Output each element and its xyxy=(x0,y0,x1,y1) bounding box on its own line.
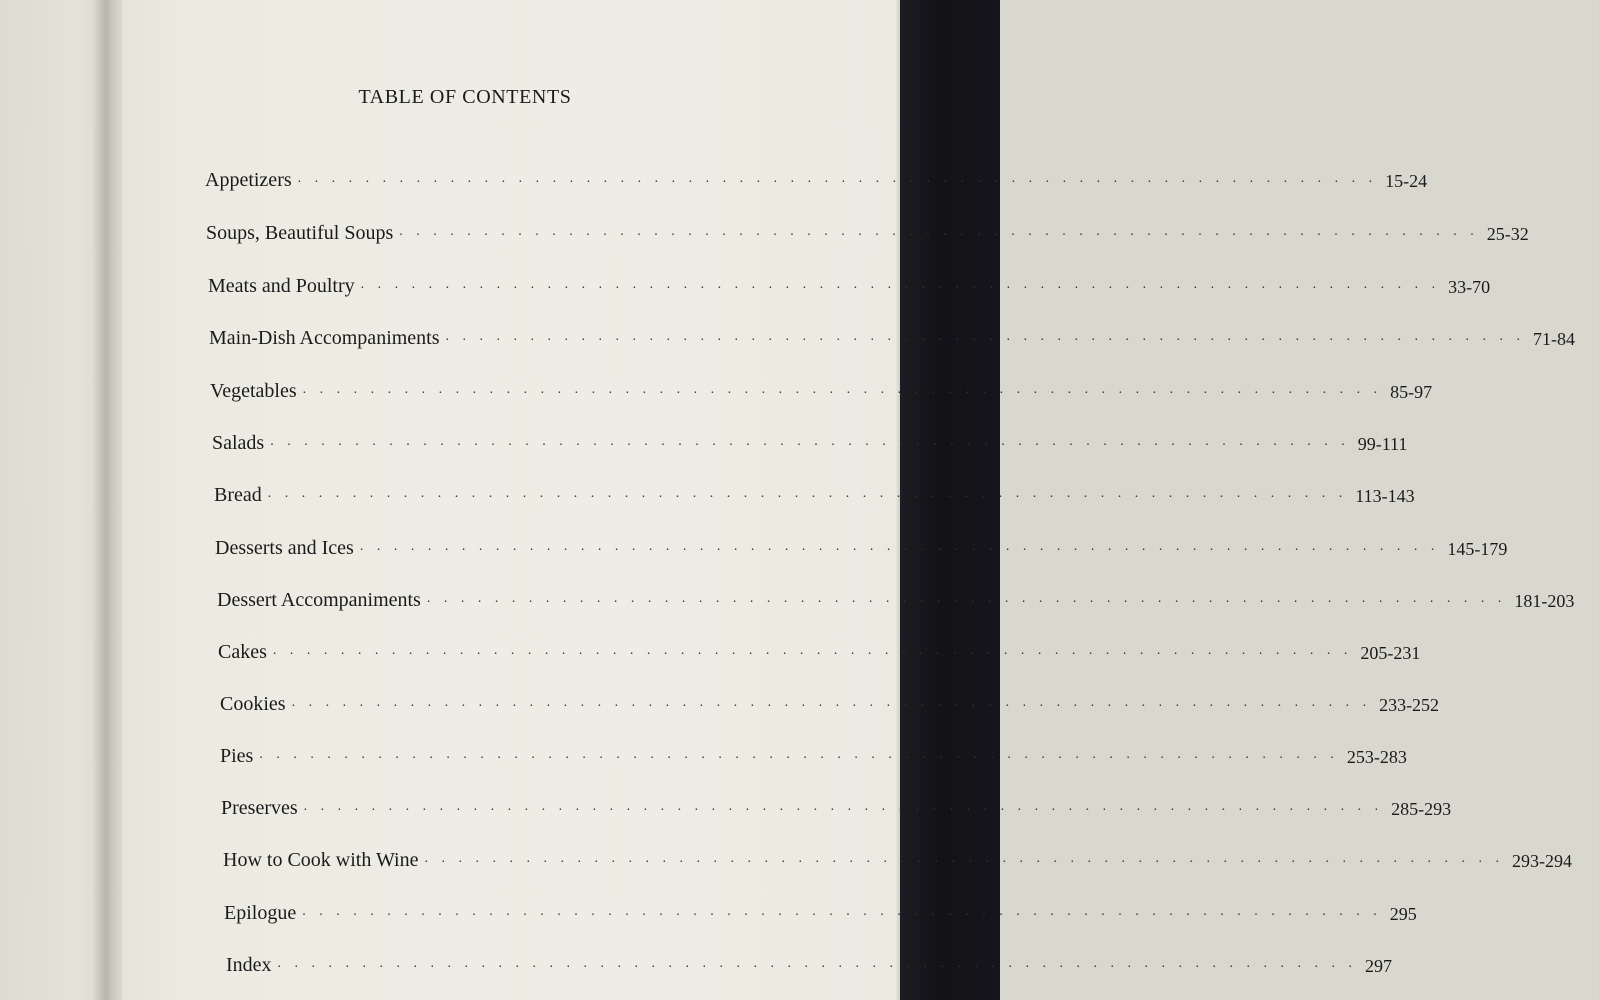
dot-leader: . . . . . . . . . . . . . . . . . . . . . . . . . . . . . . . . . . . . . . . . . . . . . . . . . . . . . . . . . . . . . . . . xyxy=(303,799,1384,814)
dot-leader: . . . . . . . . . . . . . . . . . . . . . . . . . . . . . . . . . . . . . . . . . . . . . . . . . . . . . . . . . . . . . . . . xyxy=(445,329,1526,344)
toc-entry-pages: 15-24 xyxy=(1385,171,1428,191)
toc-entry-pages: 205-231 xyxy=(1360,643,1421,663)
toc-entry-label: Dessert Accompaniments xyxy=(217,589,421,611)
toc-entry-label: Bread xyxy=(214,484,262,506)
dot-leader: . . . . . . . . . . . . . . . . . . . . . . . . . . . . . . . . . . . . . . . . . . . . . . . . . . . . . . . . . . . . . . . . xyxy=(399,224,1479,239)
toc-entry-pages: 33-70 xyxy=(1448,277,1491,297)
toc-entry xyxy=(224,897,1417,925)
toc-entry-pages: 293-294 xyxy=(1512,851,1572,871)
toc-entry-label: Preserves xyxy=(221,797,298,819)
toc-entry xyxy=(223,844,1572,872)
dot-leader: . . . . . . . . . . . . . . . . . . . . . . . . . . . . . . . . . . . . . . . . . . . . . . . . . . . . . . . . . . . . . . . . xyxy=(297,171,1378,186)
dot-leader: . . . . . . . . . . . . . . . . . . . . . . . . . . . . . . . . . . . . . . . . . . . . . . . . . . . . . . . . . . . . . . . . xyxy=(426,591,1507,606)
toc-entry-pages: 297 xyxy=(1365,956,1393,976)
toc-entry-label: Salads xyxy=(212,432,265,454)
toc-entry xyxy=(220,688,1440,716)
toc-entry xyxy=(206,217,1529,245)
page-title: TABLE OF CONTENTS xyxy=(358,86,572,108)
toc-entry xyxy=(215,532,1508,560)
toc-entry xyxy=(217,584,1575,612)
toc-entry xyxy=(212,427,1408,455)
dot-leader: . . . . . . . . . . . . . . . . . . . . . . . . . . . . . . . . . . . . . . . . . . . . . . . . . . . . . . . . . . . . . . . . xyxy=(272,643,1353,658)
toc-entry-label: How to Cook with Wine xyxy=(223,849,419,871)
toc-entry-pages: 25-32 xyxy=(1486,224,1529,244)
toc-entry-pages: 285-293 xyxy=(1391,799,1452,819)
toc-entry xyxy=(214,479,1415,507)
toc-entry-label: Epilogue xyxy=(224,902,297,924)
dot-leader: . . . . . . . . . . . . . . . . . . . . . . . . . . . . . . . . . . . . . . . . . . . . . . . . . . . . . . . . . . . . . . . . xyxy=(424,851,1504,866)
toc-entry-label: Pies xyxy=(220,745,254,767)
toc-entry-label: Meats and Poultry xyxy=(208,275,355,297)
dot-leader: . . . . . . . . . . . . . . . . . . . . . . . . . . . . . . . . . . . . . . . . . . . . . . . . . . . . . . . . . . . . . . . . xyxy=(302,904,1382,919)
toc-entry-pages: 85-97 xyxy=(1390,382,1433,402)
toc-entry-label: Soups, Beautiful Soups xyxy=(206,222,394,244)
toc-entry-pages: 253-283 xyxy=(1346,747,1407,767)
dot-leader: . . . . . . . . . . . . . . . . . . . . . . . . . . . . . . . . . . . . . . . . . . . . . . . . . . . . . . . . . . . . . . . . xyxy=(267,486,1348,501)
dot-leader: . . . . . . . . . . . . . . . . . . . . . . . . . . . . . . . . . . . . . . . . . . . . . . . . . . . . . . . . . . . . . . . . xyxy=(359,539,1440,554)
toc-entry-label: Index xyxy=(226,954,272,976)
toc-entry xyxy=(209,322,1576,350)
toc-entry xyxy=(210,375,1433,403)
toc-entry-label: Main-Dish Accompaniments xyxy=(209,327,440,349)
toc-entry-pages: 145-179 xyxy=(1447,539,1508,559)
dot-leader: . . . . . . . . . . . . . . . . . . . . . . . . . . . . . . . . . . . . . . . . . . . . . . . . . . . . . . . . . . . . . . . . xyxy=(302,382,1383,397)
toc-entry xyxy=(226,949,1393,977)
toc-entry xyxy=(218,636,1421,664)
toc-entry xyxy=(205,164,1428,192)
dot-leader: . . . . . . . . . . . . . . . . . . . . . . . . . . . . . . . . . . . . . . . . . . . . . . . . . . . . . . . . . . . . . . . . xyxy=(259,747,1339,762)
toc-entry-pages: 99-111 xyxy=(1357,434,1408,454)
toc-entry-pages: 113-143 xyxy=(1355,486,1415,506)
toc-entry xyxy=(220,740,1407,768)
toc-entry-pages: 295 xyxy=(1389,904,1417,924)
toc-entry-label: Cakes xyxy=(218,641,267,663)
toc-entry xyxy=(221,792,1452,820)
toc-entry-label: Appetizers xyxy=(205,169,292,191)
dot-leader: . . . . . . . . . . . . . . . . . . . . . . . . . . . . . . . . . . . . . . . . . . . . . . . . . . . . . . . . . . . . . . . . xyxy=(277,956,1358,971)
toc-entry-pages: 181-203 xyxy=(1514,591,1575,611)
toc-entry-label: Cookies xyxy=(220,693,286,715)
dot-leader: . . . . . . . . . . . . . . . . . . . . . . . . . . . . . . . . . . . . . . . . . . . . . . . . . . . . . . . . . . . . . . . . xyxy=(360,277,1441,292)
toc-entry xyxy=(208,270,1491,298)
toc-entry-label: Vegetables xyxy=(210,380,297,402)
dot-leader: . . . . . . . . . . . . . . . . . . . . . . . . . . . . . . . . . . . . . . . . . . . . . . . . . . . . . . . . . . . . . . . . xyxy=(270,434,1350,449)
toc-entry-label: Desserts and Ices xyxy=(215,537,354,559)
dot-leader: . . . . . . . . . . . . . . . . . . . . . . . . . . . . . . . . . . . . . . . . . . . . . . . . . . . . . . . . . . . . . . . . xyxy=(291,695,1372,710)
toc-entry-pages: 71-84 xyxy=(1533,329,1576,349)
toc-entry-pages: 233-252 xyxy=(1379,695,1440,715)
